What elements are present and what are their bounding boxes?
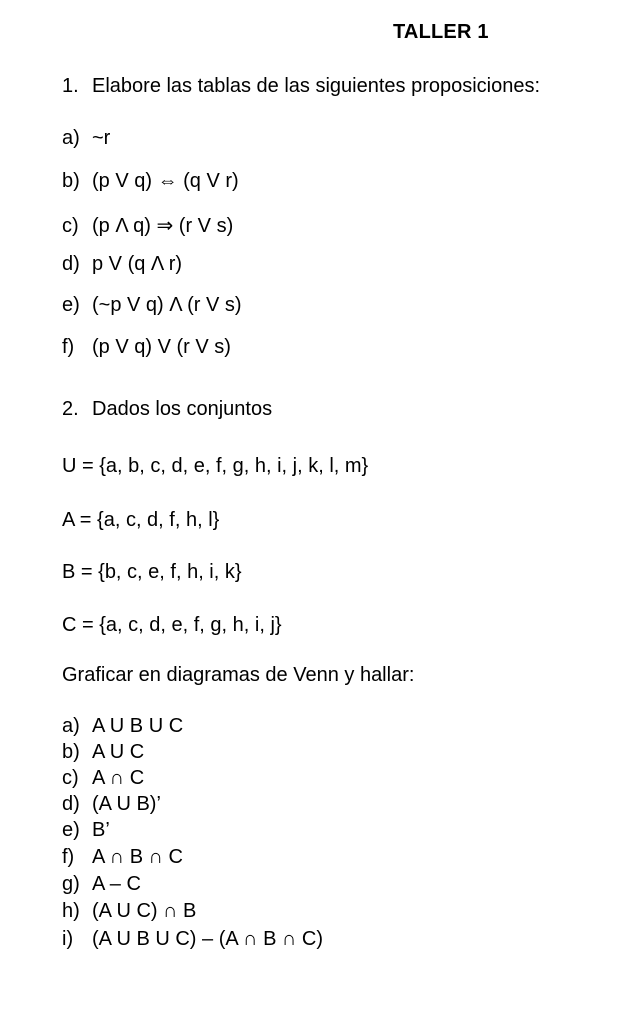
item-label: d) [62, 253, 80, 275]
item-expression: (~p V q) Λ (r V s) [92, 294, 242, 316]
item-label: b) [62, 170, 80, 192]
question-1-text: Elabore las tablas de las siguientes proposiciones: [92, 75, 541, 97]
item-expression: A ∩ C [92, 767, 145, 789]
item-label: e) [62, 294, 80, 316]
proposition-item [62, 294, 242, 317]
question-1-heading [62, 75, 540, 98]
item-expression: (p V q) ⇔ (q V r) [92, 170, 239, 192]
item-label: c) [62, 215, 79, 237]
proposition-item [62, 127, 110, 150]
set-definition-c: C = {a, c, d, e, f, g, h, i, j} [62, 614, 282, 636]
item-label: d) [62, 793, 80, 815]
question-1-number: 1. [62, 75, 79, 97]
item-expression: (A U C) ∩ B [92, 900, 197, 922]
item-label: a) [62, 715, 80, 737]
question-2-number: 2. [62, 398, 79, 420]
proposition-item [62, 213, 233, 238]
item-expression: A ∩ B ∩ C [92, 846, 183, 868]
item-label: e) [62, 819, 80, 841]
item-label: i) [62, 928, 74, 950]
list-item [62, 928, 323, 951]
item-label: b) [62, 741, 80, 763]
set-definition-u: U = {a, b, c, d, e, f, g, h, i, j, k, l, m} [62, 455, 369, 477]
item-label: f) [62, 336, 75, 358]
list-item [62, 819, 110, 842]
item-label: a) [62, 127, 80, 149]
item-expression: (p Λ q) ⇒ (r V s) [92, 215, 234, 237]
list-item [62, 715, 183, 738]
page-title: TALLER 1 [393, 21, 489, 43]
list-item [62, 793, 161, 816]
item-expression: (A U B)’ [92, 793, 161, 815]
proposition-item [62, 336, 231, 359]
venn-instruction: Graficar en diagramas de Venn y hallar: [62, 664, 415, 686]
item-expression: ~r [92, 127, 111, 149]
list-item [62, 873, 141, 896]
item-expression: (A U B U C) – (A ∩ B ∩ C) [92, 928, 324, 950]
set-definition-b: B = {b, c, e, f, h, i, k} [62, 561, 242, 583]
set-definition-a: A = {a, c, d, f, h, l} [62, 509, 220, 531]
proposition-item [62, 170, 239, 193]
item-label: f) [62, 846, 75, 868]
list-item [62, 741, 144, 764]
list-item [62, 846, 183, 869]
item-label: h) [62, 900, 80, 922]
item-expression: (p V q) V (r V s) [92, 336, 231, 358]
item-expression: A U C [92, 741, 145, 763]
proposition-item [62, 253, 182, 276]
item-expression: A U B U C [92, 715, 184, 737]
item-expression: A – C [92, 873, 141, 895]
list-item [62, 767, 144, 790]
item-label: g) [62, 873, 80, 895]
item-label: c) [62, 767, 79, 789]
item-expression: B’ [92, 819, 110, 841]
question-2-text: Dados los conjuntos [92, 398, 273, 420]
question-2-heading [62, 398, 272, 421]
item-expression: p V (q Λ r) [92, 253, 183, 275]
list-item [62, 900, 196, 923]
